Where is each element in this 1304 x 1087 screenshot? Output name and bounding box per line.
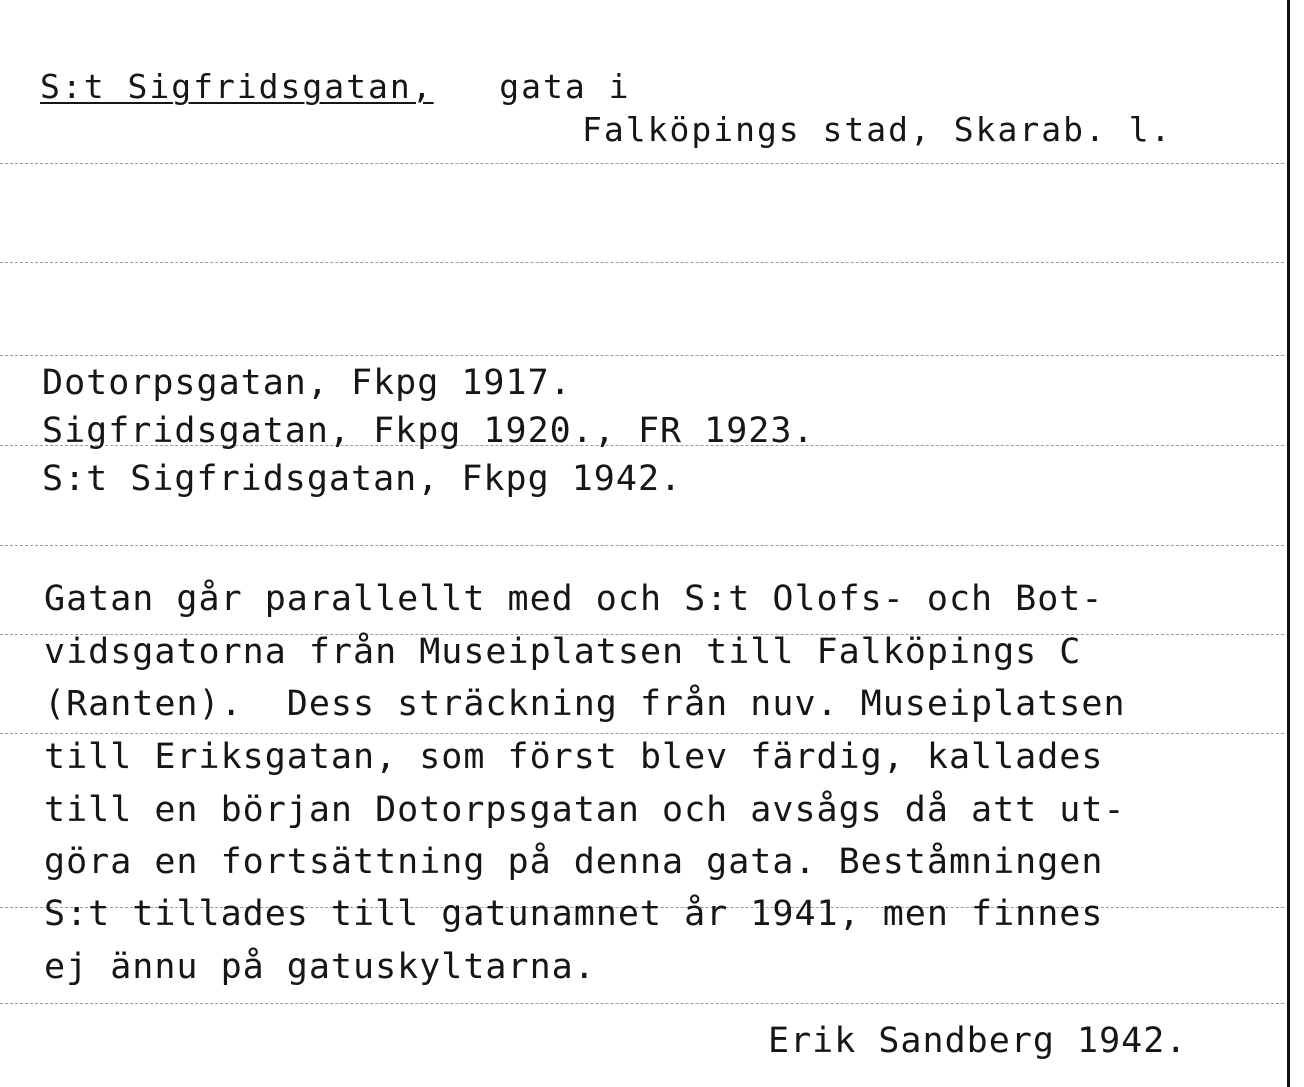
ruled-line — [0, 163, 1284, 164]
description-line: S:t tillades till gatunamnet år 1941, men finnes — [44, 894, 1104, 934]
description-line: Gatan går parallellt med och S:t Olofs- och Bot- — [44, 579, 1104, 619]
ruled-line — [0, 733, 1284, 734]
ruled-line — [0, 1003, 1284, 1004]
card-right-edge — [1287, 0, 1290, 1087]
description-line: (Ranten). Dess sträckning från nuv. Museiplatsen — [44, 684, 1126, 724]
ruled-line — [0, 355, 1284, 356]
description-line: till Eriksgatan, som först blev färdig, kallades — [44, 737, 1104, 777]
description-line: till en början Dotorpsgatan och avsågs då att ut- — [44, 790, 1126, 830]
street-location: Falköpings stad, Skarab. l. — [582, 110, 1173, 149]
description-line: ej ännu på gatuskyltarna. — [44, 947, 596, 987]
history-line: S:t Sigfridsgatan, Fkpg 1942. — [42, 459, 683, 499]
street-type: gata i — [499, 67, 631, 106]
history-line: Dotorpsgatan, Fkpg 1917. — [42, 363, 572, 403]
card-heading — [40, 67, 631, 106]
description-line: göra en fortsättning på denna gata. Beståmningen — [44, 842, 1104, 882]
description-line: vidsgatorna från Museiplatsen till Falköpings C — [44, 632, 1082, 672]
history-line: Sigfridsgatan, Fkpg 1920., FR 1923. — [42, 411, 815, 451]
ruled-line — [0, 262, 1284, 263]
signature: Erik Sandberg 1942. — [768, 1021, 1188, 1061]
ruled-line — [0, 545, 1284, 546]
street-name: S:t Sigfridsgatan, — [40, 67, 434, 106]
